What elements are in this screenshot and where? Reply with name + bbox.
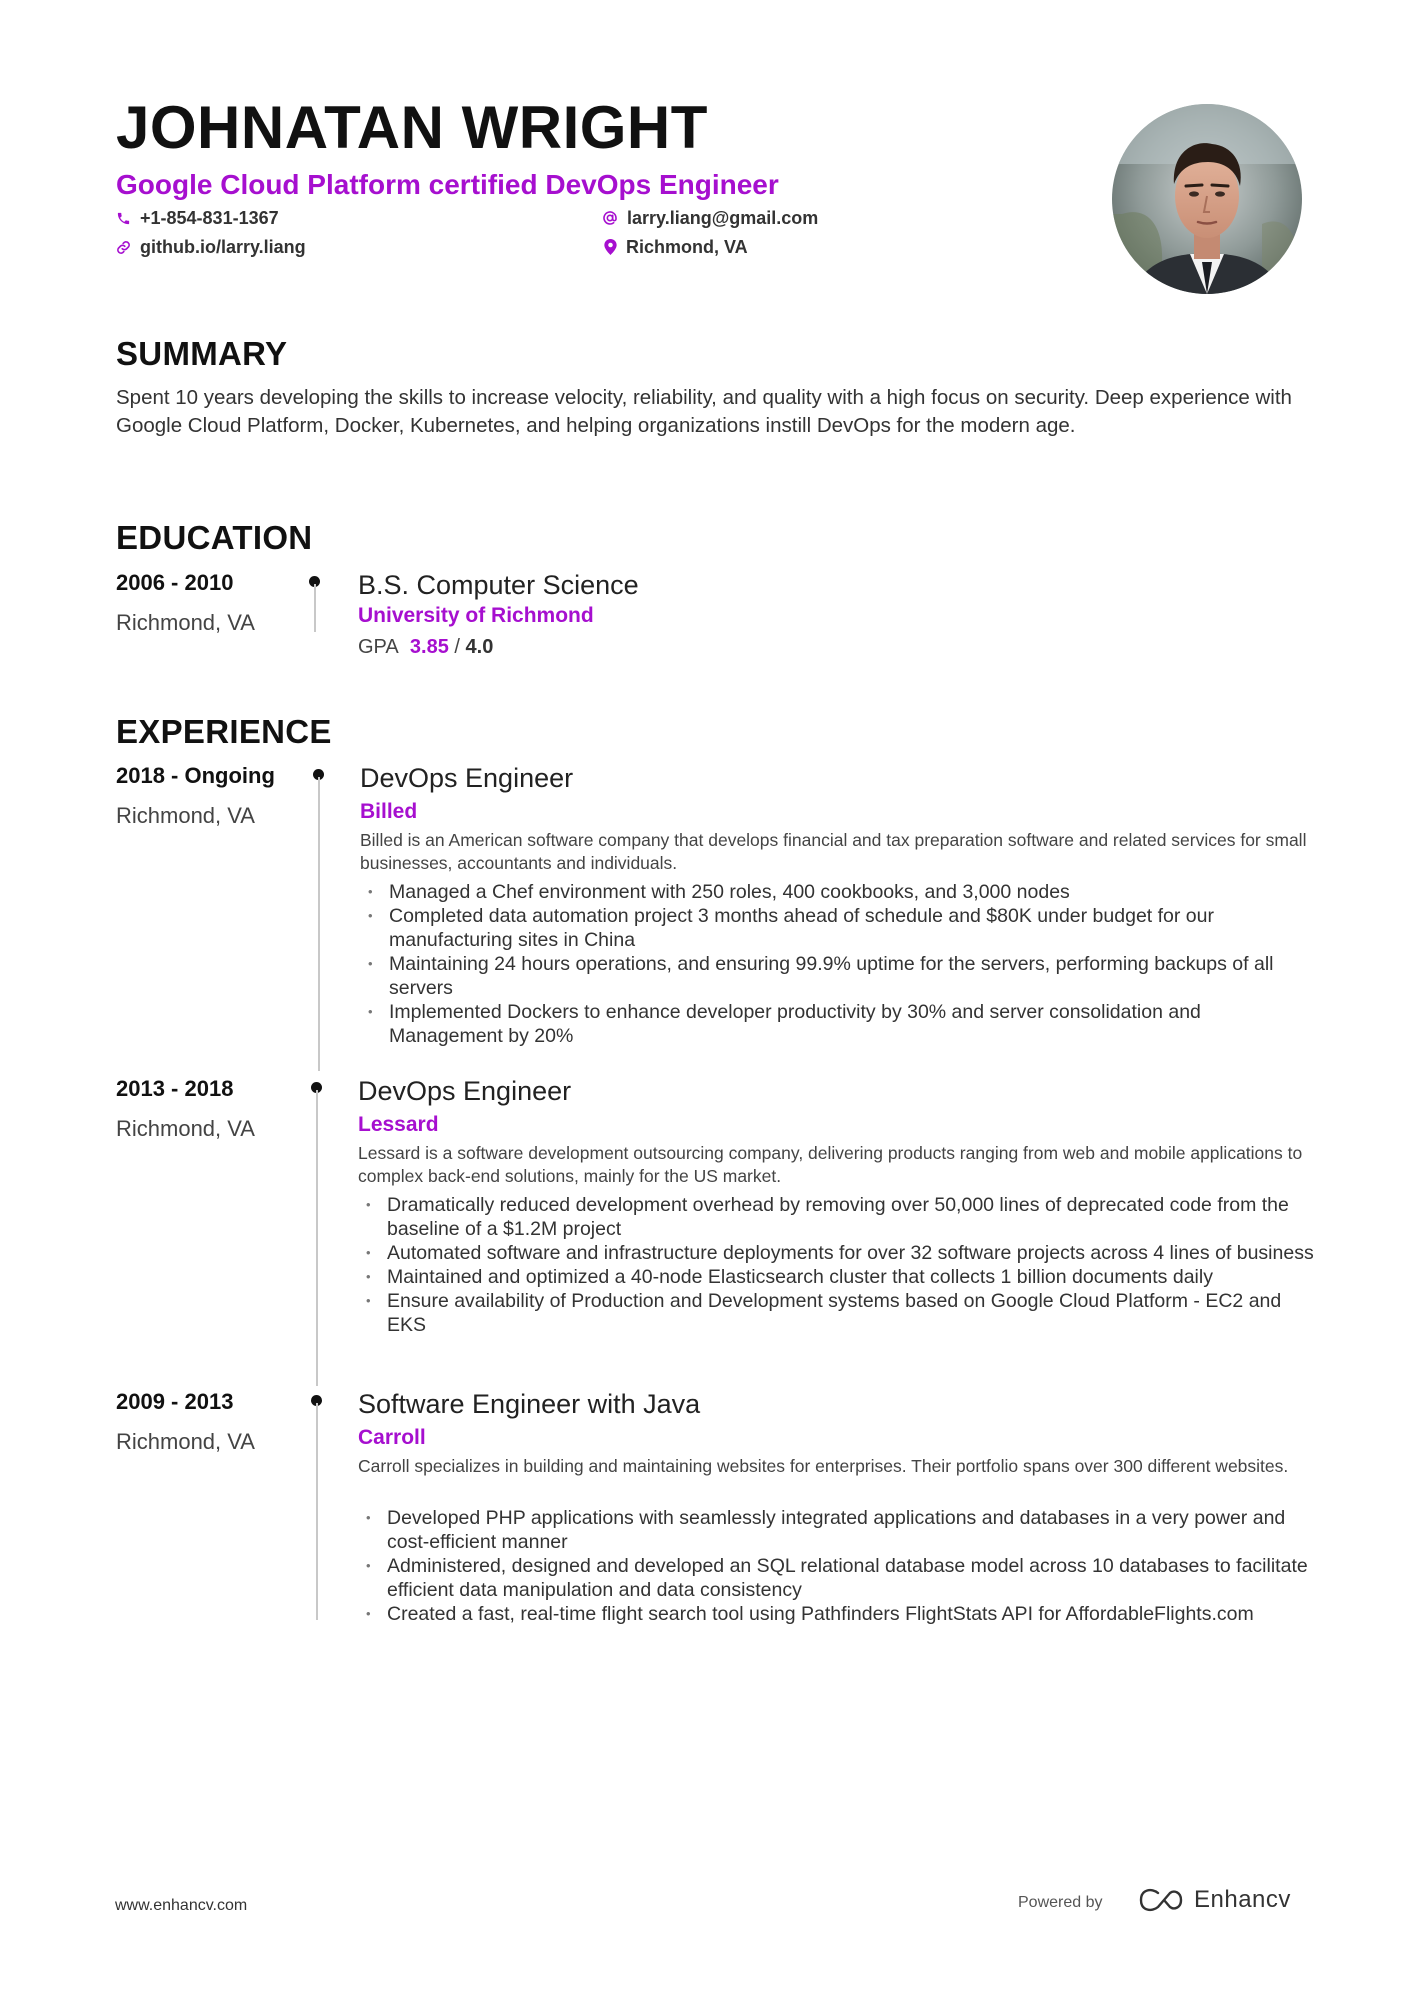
powered-by-label: Powered by [1018,1894,1103,1911]
location-text: Richmond, VA [626,237,748,257]
job-description: Lessard is a software development outsourcing company, delivering products ranging from web and mobile applications to complex back-end solutions, mainly for the US market. [358,1143,1303,1186]
profile-photo [1112,104,1302,294]
job-location: Richmond, VA [116,1429,255,1454]
education-gpa [358,637,493,657]
education-location: Richmond, VA [116,610,255,635]
location-pin-icon [604,239,617,255]
gpa-separator: / [454,636,460,658]
contact-email[interactable] [602,209,818,227]
job-description: Billed is an American software company that develops financial and tax preparation software and related services for small businesses, accountants and individuals. [360,830,1307,873]
summary-heading: SUMMARY [116,335,288,372]
job-role: DevOps Engineer [358,1076,572,1106]
job-company: Carroll [358,1426,426,1449]
email-text: larry.liang@gmail.com [627,208,819,228]
summary-text: Spent 10 years developing the skills to increase velocity, reliability, and quality with a high focus on security. Deep experience with Google Cloud Platform, Docker, Kubernetes, and helping organizations instill DevOps for the modern age. [116,386,1292,437]
contact-website[interactable] [116,238,306,256]
job-bullets [358,1193,1318,1337]
job-bullets [360,880,1320,1048]
job-location: Richmond, VA [116,1116,255,1141]
job-bullet: • Created a fast, real-time flight search tool using Pathfinders FlightStats API for AffordableFlights.com [358,1602,1318,1626]
candidate-headline: Google Cloud Platform certified DevOps Engineer [116,169,779,200]
phone-icon [116,211,131,226]
job-bullet: • Automated software and infrastructure deployments for over 32 software projects across 4 lines of business [358,1241,1318,1265]
job-description: Carroll specializes in building and maintaining websites for enterprises. Their portfolio spans over 300 different websites. [358,1456,1289,1476]
timeline-line [314,584,316,632]
gpa-value: 3.85 [409,636,449,658]
job-company: Billed [360,800,418,823]
job-bullet: • Implemented Dockers to enhance developer productivity by 30% and server consolidation and Management by 20% [360,1000,1320,1048]
job-bullet: • Completed data automation project 3 months ahead of schedule and $80K under budget for our manufacturing sites in China [360,904,1320,952]
job-bullet: • Administered, designed and developed an SQL relational database model across 10 databases to facilitate efficient data manipulation and data consistency [358,1554,1318,1602]
job-bullets [358,1506,1318,1626]
job-bullet: • Developed PHP applications with seamlessly integrated applications and databases in a very power and cost-efficient manner [358,1506,1318,1554]
job-location: Richmond, VA [116,803,255,828]
experience-heading: EXPERIENCE [116,713,332,750]
timeline-line [316,1090,318,1386]
contact-phone[interactable] [116,209,279,227]
job-company: Lessard [358,1113,439,1136]
job-role: DevOps Engineer [360,763,574,793]
education-dates: 2006 - 2010 [116,570,234,595]
job-role: Software Engineer with Java [358,1389,701,1419]
job-bullet: • Dramatically reduced development overhead by removing over 50,000 lines of deprecated code from the baseline of a $1.2M project [358,1193,1318,1241]
website-text: github.io/larry.liang [140,237,306,257]
timeline-line [316,1403,318,1620]
footer-url[interactable]: www.enhancv.com [115,1897,248,1914]
timeline-line [318,777,320,1071]
job-bullet: • Managed a Chef environment with 250 roles, 400 cookbooks, and 3,000 nodes [360,880,1320,904]
job-dates: 2009 - 2013 [116,1389,234,1414]
job-dates: 2013 - 2018 [116,1076,234,1101]
gpa-max: 4.0 [465,636,494,658]
education-school: University of Richmond [358,604,594,627]
job-bullet: • Maintained and optimized a 40-node Elasticsearch cluster that collects 1 billion documents daily [358,1265,1318,1289]
enhancv-logo-icon [1138,1888,1184,1912]
education-degree: B.S. Computer Science [358,570,639,600]
contact-location [604,238,748,256]
phone-text: +1-854-831-1367 [140,208,279,228]
brand-name: Enhancv [1194,1886,1291,1913]
brand-logo[interactable] [1138,1886,1291,1914]
job-dates: 2018 - Ongoing [116,763,275,788]
education-heading: EDUCATION [116,519,313,556]
candidate-name: JOHNATAN WRIGHT [116,94,708,161]
at-icon [602,210,618,226]
gpa-label: GPA [358,636,399,658]
link-icon [116,240,131,255]
job-bullet: • Maintaining 24 hours operations, and ensuring 99.9% uptime for the servers, performing backups of all servers [360,952,1320,1000]
job-bullet: • Ensure availability of Production and Development systems based on Google Cloud Platform - EC2 and EKS [358,1289,1318,1337]
